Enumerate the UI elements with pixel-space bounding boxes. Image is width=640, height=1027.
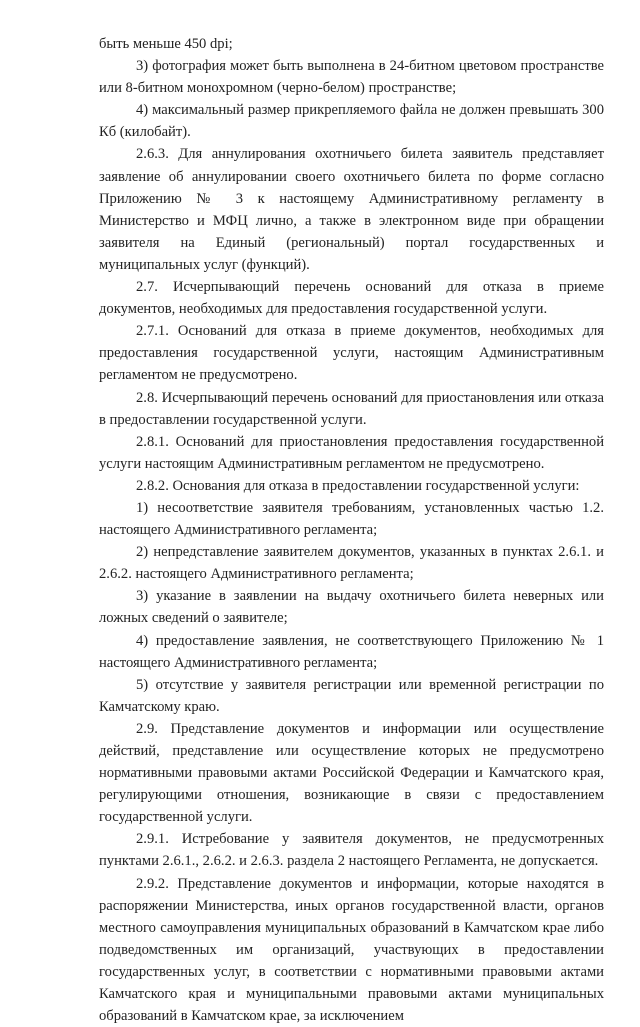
refusal-item-2: 2) непредставление заявителем документов, указанных в пунктах 2.6.1. и 2.6.2. настоящего Административного регламента;	[99, 544, 604, 583]
paragraph-2-8-1: 2.8.1. Оснований для приостановления предоставления государственной услуги настоящим Административным регламентом не предусмотрено.	[99, 433, 604, 472]
paragraph-2-9: 2.9. Представление документов и информации или осуществление действий, представление или осуществление которых не предусмотрено нормативными правовыми актами Российской Федерации и Камчатского края, регулирующими отношения, возникающие в связи с предоставлением государственной услуги.	[99, 720, 604, 826]
paragraph-continuation: быть меньше 450 dpi;	[99, 36, 233, 52]
paragraph-2-7: 2.7. Исчерпывающий перечень оснований для отказа в приеме документов, необходимых для предоставления государственной услуги.	[99, 279, 604, 318]
paragraph-2-8: 2.8. Исчерпывающий перечень оснований для приостановления или отказа в предоставлении государственной услуги.	[99, 389, 604, 428]
refusal-item-3: 3) указание в заявлении на выдачу охотничьего билета неверных или ложных сведений о заявителе;	[99, 588, 604, 627]
list-item-4: 4) максимальный размер прикрепляемого файла не должен превышать 300 Кб (килобайт).	[99, 102, 604, 141]
paragraph-2-9-2: 2.9.2. Представление документов и информации, которые находятся в распоряжении Министерства, иных органов государственной власти, органов местного самоуправления муниципальных образований в Камчатском крае либо подведомственных им организаций, участвующих в предоставлении государственных услуг, в соответствии с нормативными правовыми актами Камчатского края и муниципальными правовыми актами муниципальных образований в Камчатском крае, за исключением	[99, 875, 604, 1025]
paragraph-2-8-2: 2.8.2. Основания для отказа в предоставлении государственной услуги:	[136, 477, 580, 494]
paragraph-2-6-3: 2.6.3. Для аннулирования охотничьего билета заявитель представляет заявление об аннулировании своего охотничьего билета по форме согласно Приложению № 3 к настоящему Административному регламенту в Министерство и МФЦ лично, а также в электронном виде при обращении заявителя на Единый (региональный) портал государственных и муниципальных услуг (функций).	[99, 146, 604, 273]
refusal-item-1: 1) несоответствие заявителя требованиям, установленных частью 1.2. настоящего Административного регламента;	[99, 499, 604, 539]
refusal-item-4: 4) предоставление заявления, не соответствующего Приложению № 1 настоящего Административного регламента;	[99, 632, 604, 671]
paragraph-2-7-1: 2.7.1. Оснований для отказа в приеме документов, необходимых для предоставления государственной услуги, настоящим Административным регламентом не предусмотрено.	[99, 323, 604, 384]
paragraph-2-9-1: 2.9.1. Истребование у заявителя документов, не предусмотренных пунктами 2.6.1., 2.6.2. и 2.6.3. раздела 2 настоящего Регламента, не допускается.	[99, 831, 604, 870]
refusal-item-5: 5) отсутствие у заявителя регистрации или временной регистрации по Камчатскому краю.	[99, 676, 604, 715]
list-item-3: 3) фотография может быть выполнена в 24-битном цветовом пространстве или 8-битном монохромном (черно-белом) пространстве;	[99, 58, 604, 97]
